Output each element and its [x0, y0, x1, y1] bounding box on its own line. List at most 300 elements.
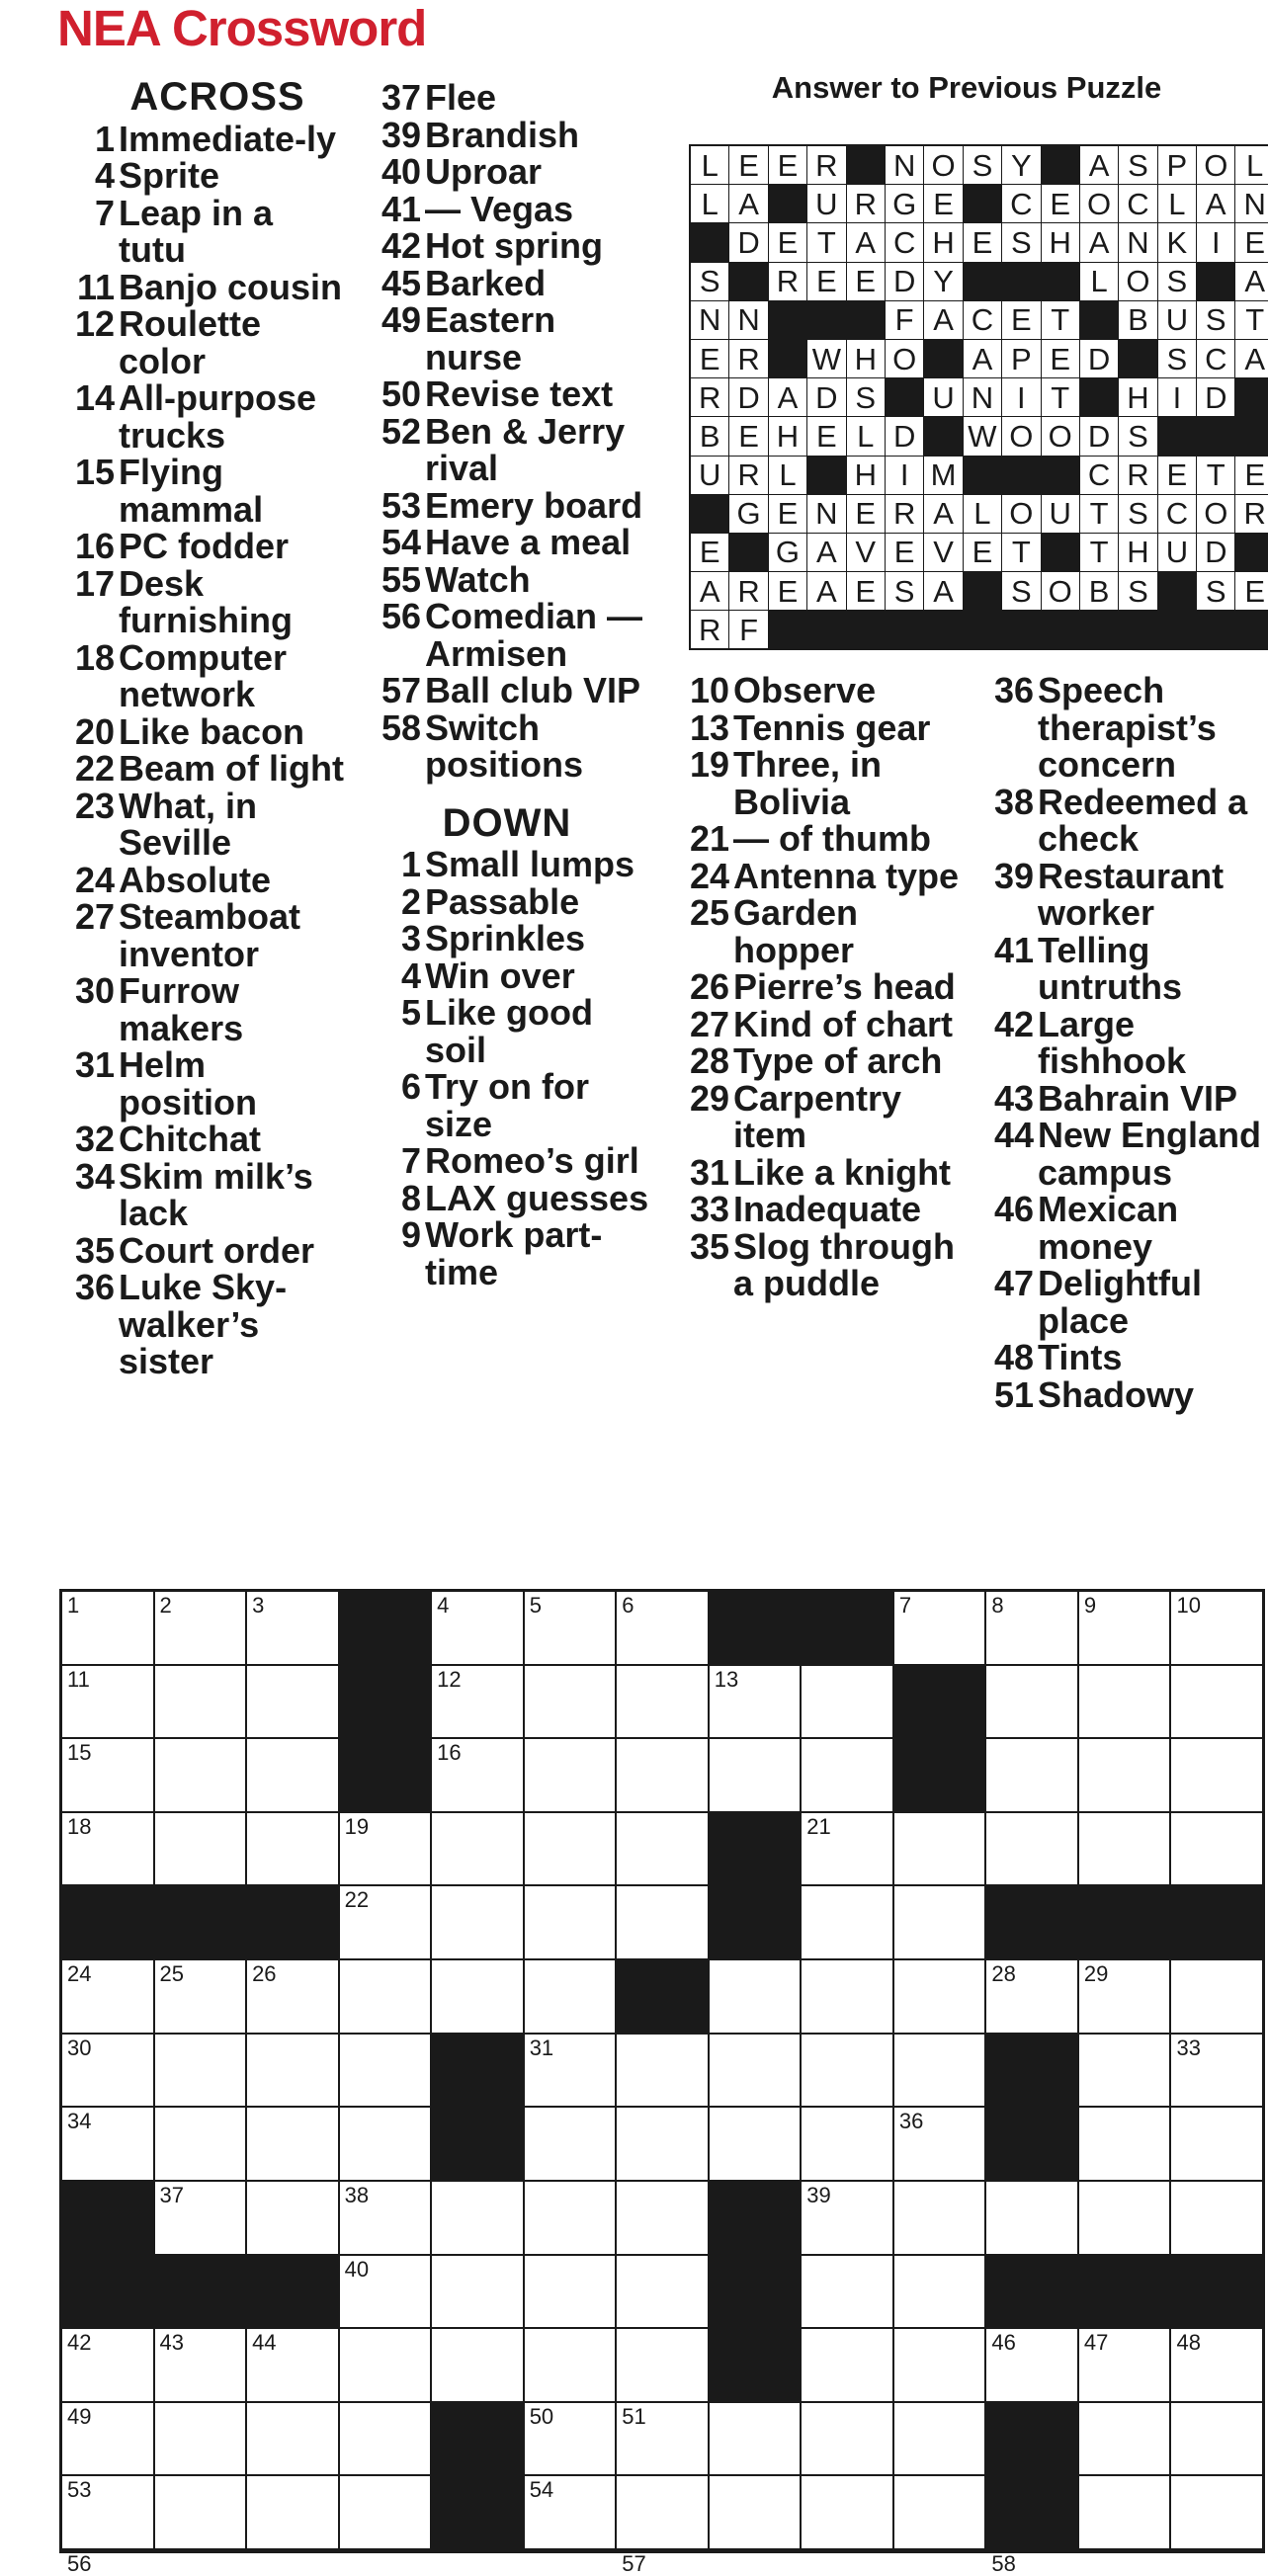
cell-number: 22	[344, 1887, 370, 1913]
grid-cell[interactable]	[894, 2403, 985, 2475]
black-square	[986, 2108, 1077, 2180]
grid-cell[interactable]	[1079, 1666, 1170, 1738]
grid-cell[interactable]	[617, 1666, 708, 1738]
grid-cell[interactable]	[1171, 2476, 1262, 2548]
grid-cell[interactable]	[432, 1739, 523, 1811]
grid-cell[interactable]	[710, 2108, 801, 2180]
down-clue-list	[364, 846, 650, 1290]
previous-answer-letter: E	[1235, 457, 1268, 494]
cell-number: 4	[437, 1593, 450, 1618]
grid-cell[interactable]	[1079, 2329, 1170, 2401]
grid-cell[interactable]	[1079, 2182, 1170, 2254]
clue-text: Redeemed a check	[1038, 781, 1248, 859]
grid-cell[interactable]	[1079, 2108, 1170, 2180]
grid-cell[interactable]	[247, 1666, 338, 1738]
grid-cell[interactable]	[802, 1666, 892, 1738]
grid-cell[interactable]	[525, 1666, 616, 1738]
previous-answer-letter: S	[1119, 572, 1156, 610]
grid-cell[interactable]	[247, 2403, 338, 2475]
grid-cell[interactable]	[802, 2108, 892, 2180]
grid-cell[interactable]	[247, 1739, 338, 1811]
grid-cell[interactable]	[1171, 1739, 1262, 1811]
grid-cell[interactable]	[247, 2329, 338, 2401]
grid-cell[interactable]	[525, 1739, 616, 1811]
clue-text: Leap in a tutu	[119, 192, 274, 270]
grid-cell[interactable]	[62, 2108, 153, 2180]
grid-cell[interactable]	[617, 1813, 708, 1885]
clue-number: 30	[74, 970, 115, 1011]
grid-cell[interactable]	[710, 2035, 801, 2107]
previous-answer-letter: C	[1119, 185, 1156, 222]
grid-cell[interactable]	[894, 1886, 985, 1958]
previous-answer-letter: S	[886, 572, 923, 610]
clue-down_col3-33	[672, 1191, 969, 1228]
grid-cell[interactable]	[62, 1592, 153, 1664]
grid-cell[interactable]	[710, 1960, 801, 2033]
clue-down_col2-2	[364, 880, 650, 922]
grid-cell[interactable]	[710, 2476, 801, 2548]
grid-cell[interactable]	[710, 1739, 801, 1811]
grid-cell[interactable]	[617, 2182, 708, 2254]
clue-number: 57	[380, 670, 421, 710]
clue-number: 21	[689, 818, 729, 859]
black-square	[710, 1886, 801, 1958]
grid-cell[interactable]	[525, 2329, 616, 2401]
clue-text: Speech therapist’s concern	[1038, 670, 1217, 785]
grid-cell[interactable]	[155, 2329, 246, 2401]
grid-cell[interactable]	[710, 2403, 801, 2475]
grid-cell[interactable]	[155, 1813, 246, 1885]
clue-down_col2-7	[364, 1142, 650, 1180]
previous-answer-letter: E	[886, 534, 923, 571]
grid-cell[interactable]	[1171, 2329, 1262, 2401]
clue-number: 36	[993, 670, 1034, 710]
black-square	[247, 1886, 338, 1958]
grid-cell[interactable]	[986, 1592, 1077, 1664]
grid-cell[interactable]	[617, 2108, 708, 2180]
previous-black-square	[1042, 263, 1079, 300]
grid-cell[interactable]	[1171, 2403, 1262, 2475]
grid-cell[interactable]	[247, 2182, 338, 2254]
grid-cell[interactable]	[62, 2403, 153, 2475]
grid-cell[interactable]	[802, 2476, 892, 2548]
cell-number: 50	[529, 2403, 554, 2429]
clue-across_col2-57	[364, 672, 650, 709]
grid-cell[interactable]	[986, 1960, 1077, 2033]
black-square	[432, 2403, 523, 2475]
grid-cell[interactable]	[432, 1886, 523, 1958]
grid-cell[interactable]	[525, 2035, 616, 2107]
clue-across_col2-49	[364, 301, 650, 375]
black-square	[62, 2182, 153, 2254]
cell-number: 6	[622, 1593, 634, 1618]
grid-cell[interactable]	[894, 2182, 985, 2254]
clue-down_col4-36	[976, 672, 1263, 784]
black-square	[155, 2256, 246, 2328]
grid-cell[interactable]	[1171, 1813, 1262, 1885]
previous-answer-letter: N	[807, 495, 845, 533]
clue-across_col1-22	[59, 750, 346, 788]
clue-down_col2-6	[364, 1068, 650, 1142]
grid-cell[interactable]	[155, 2035, 246, 2107]
clue-across_col1-15	[59, 454, 346, 528]
previous-answer-letter: R	[807, 146, 845, 184]
clue-text: Furrow makers	[119, 970, 244, 1048]
clue-text: Switch positions	[425, 706, 583, 785]
grid-cell[interactable]	[340, 2035, 431, 2107]
previous-answer-letter: U	[1158, 301, 1196, 339]
grid-cell[interactable]	[62, 1739, 153, 1811]
clue-down_col3-31	[672, 1151, 969, 1193]
previous-answer-letter: O	[886, 340, 923, 377]
grid-cell[interactable]	[894, 2256, 985, 2328]
grid-cell[interactable]	[247, 2035, 338, 2107]
previous-answer-letter: E	[847, 495, 885, 533]
grid-cell[interactable]	[155, 2182, 246, 2254]
grid-cell[interactable]	[340, 1960, 431, 2033]
grid-cell[interactable]	[340, 2403, 431, 2475]
previous-answer-letter: D	[1080, 340, 1118, 377]
cell-number: 28	[991, 1961, 1016, 1987]
grid-cell[interactable]	[1171, 2182, 1262, 2254]
grid-cell[interactable]	[617, 2403, 708, 2475]
grid-cell[interactable]	[432, 2182, 523, 2254]
down-clues-column-2	[672, 672, 969, 1302]
previous-answer-letter: E	[691, 534, 728, 571]
previous-answer-letter: E	[769, 223, 806, 261]
clue-text: Skim milk’s lack	[119, 1155, 313, 1233]
grid-cell[interactable]	[62, 2329, 153, 2401]
grid-cell[interactable]	[617, 2329, 708, 2401]
previous-answer-letter: U	[691, 457, 728, 494]
black-square	[155, 1886, 246, 1958]
clue-text: Uproar	[425, 151, 543, 192]
grid-cell[interactable]	[525, 1960, 616, 2033]
grid-cell[interactable]	[617, 1739, 708, 1811]
clue-text: Beam of light	[119, 748, 345, 789]
down-clues-column-3	[976, 672, 1263, 1413]
grid-cell[interactable]	[894, 1813, 985, 1885]
grid-cell[interactable]	[617, 1592, 708, 1664]
cell-number: 33	[1176, 2035, 1201, 2060]
cell-number: 21	[806, 1813, 831, 1839]
previous-answer-letter: H	[924, 223, 962, 261]
black-square	[710, 2329, 801, 2401]
cell-number: 2	[159, 1593, 172, 1618]
grid-cell[interactable]	[432, 1666, 523, 1738]
grid-cell[interactable]	[986, 1739, 1077, 1811]
previous-answer-letter: I	[1158, 378, 1196, 416]
previous-answer-letter: W	[807, 340, 845, 377]
grid-cell[interactable]	[986, 2329, 1077, 2401]
previous-answer-letter: E	[769, 146, 806, 184]
clue-text: Try on for size	[425, 1066, 590, 1144]
grid-cell[interactable]	[340, 2182, 431, 2254]
grid-cell[interactable]	[1079, 1960, 1170, 2033]
grid-cell[interactable]	[62, 1960, 153, 2033]
grid-cell[interactable]	[62, 1666, 153, 1738]
clue-text: Barked	[425, 262, 547, 303]
grid-cell[interactable]	[340, 2329, 431, 2401]
previous-answer-letter: E	[1042, 185, 1079, 222]
grid-cell[interactable]	[986, 2182, 1077, 2254]
grid-cell[interactable]	[802, 2329, 892, 2401]
previous-answer-letter: D	[886, 417, 923, 455]
previous-answer-letter: A	[1235, 340, 1268, 377]
previous-answer-letter: V	[847, 534, 885, 571]
grid-cell[interactable]	[525, 2256, 616, 2328]
grid-cell[interactable]	[802, 1960, 892, 2033]
grid-cell[interactable]	[1171, 1666, 1262, 1738]
black-square	[1079, 2256, 1170, 2328]
grid-cell[interactable]	[1079, 2476, 1170, 2548]
previous-answer-letter: E	[1158, 457, 1196, 494]
clue-down_col3-27	[672, 1003, 969, 1044]
grid-cell[interactable]	[802, 1739, 892, 1811]
grid-cell[interactable]	[62, 2035, 153, 2107]
previous-answer-letter: D	[1197, 534, 1234, 571]
grid-cell[interactable]	[1171, 1592, 1262, 1664]
grid-cell[interactable]	[155, 1592, 246, 1664]
previous-answer-letter: N	[886, 146, 923, 184]
cell-number: 49	[67, 2403, 92, 2429]
grid-cell[interactable]	[894, 2108, 985, 2180]
black-square	[432, 2476, 523, 2548]
grid-cell[interactable]	[802, 2403, 892, 2475]
black-square	[710, 1813, 801, 1885]
cell-number: 46	[991, 2330, 1016, 2356]
grid-cell[interactable]	[894, 1960, 985, 2033]
grid-cell[interactable]	[525, 2182, 616, 2254]
previous-answer-letter: T	[1042, 378, 1079, 416]
previous-black-square	[1002, 263, 1040, 300]
grid-cell[interactable]	[247, 2476, 338, 2548]
clue-number: 12	[74, 303, 115, 344]
crossword-grid[interactable]	[59, 1589, 1265, 2576]
grid-cell[interactable]	[340, 2108, 431, 2180]
grid-cell[interactable]	[1079, 2035, 1170, 2107]
black-square	[247, 2256, 338, 2328]
grid-cell[interactable]	[247, 1960, 338, 2033]
grid-cell[interactable]	[247, 1592, 338, 1664]
grid-cell[interactable]	[894, 2476, 985, 2548]
grid-cell[interactable]	[802, 2182, 892, 2254]
previous-answer-letter: P	[1158, 146, 1196, 184]
grid-cell[interactable]	[1079, 1592, 1170, 1664]
grid-cell[interactable]	[155, 1739, 246, 1811]
clue-text: PC fodder	[119, 526, 290, 566]
grid-cell[interactable]	[802, 1813, 892, 1885]
clue-text: Garden hopper	[733, 892, 859, 970]
previous-answer-letter: E	[729, 417, 767, 455]
grid-cell[interactable]	[340, 1813, 431, 1885]
cell-number: 8	[991, 1593, 1004, 1618]
clue-text: Three, in Bolivia	[733, 744, 883, 822]
grid-cell[interactable]	[432, 1813, 523, 1885]
clue-text: Inadequate	[733, 1189, 922, 1229]
grid-cell[interactable]	[432, 2256, 523, 2328]
cell-number: 24	[67, 1961, 92, 1987]
black-square	[986, 2256, 1077, 2328]
clue-number: 51	[993, 1373, 1034, 1415]
grid-cell[interactable]	[525, 1592, 616, 1664]
clue-down_col2-9	[364, 1216, 650, 1290]
grid-cell[interactable]	[986, 1813, 1077, 1885]
previous-black-square	[691, 495, 728, 533]
clue-number: 52	[380, 410, 421, 452]
grid-cell[interactable]	[894, 2329, 985, 2401]
cell-number: 40	[344, 2256, 370, 2282]
grid-cell[interactable]	[894, 2035, 985, 2107]
previous-answer-letter: R	[1235, 495, 1268, 533]
grid-cell[interactable]	[617, 1886, 708, 1958]
grid-cell[interactable]	[525, 1886, 616, 1958]
clue-down_col3-35	[672, 1225, 969, 1303]
grid-cell[interactable]	[802, 2256, 892, 2328]
clue-number: 8	[400, 1177, 421, 1218]
previous-answer-letter: C	[964, 301, 1001, 339]
grid-cell[interactable]	[155, 1960, 246, 2033]
previous-answer-letter: O	[924, 146, 962, 184]
previous-answer-letter: G	[729, 495, 767, 533]
clue-text: Large fishhook	[1038, 1003, 1186, 1081]
grid-cell[interactable]	[155, 2108, 246, 2180]
previous-answer-letter: S	[691, 263, 728, 300]
clue-across_col2-56	[364, 598, 650, 672]
clue-number: 55	[380, 558, 421, 600]
clue-text: Slog through a puddle	[733, 1225, 955, 1303]
previous-black-square	[964, 185, 1001, 222]
clue-number: 34	[74, 1155, 115, 1197]
previous-answer-letter: A	[924, 495, 962, 533]
cell-number: 30	[67, 2035, 92, 2060]
grid-cell[interactable]	[1171, 2035, 1262, 2107]
clue-number: 42	[380, 225, 421, 266]
clue-number: 15	[74, 452, 115, 492]
clue-down_col3-21	[672, 820, 969, 858]
previous-black-square	[769, 301, 806, 339]
grid-cell[interactable]	[1171, 2108, 1262, 2180]
grid-cell[interactable]	[432, 1592, 523, 1664]
grid-cell[interactable]	[155, 1666, 246, 1738]
previous-answer-letter: R	[729, 457, 767, 494]
grid-cell[interactable]	[525, 2476, 616, 2548]
previous-answer-letter: E	[807, 263, 845, 300]
clue-text: Bahrain VIP	[1038, 1077, 1238, 1119]
previous-black-square	[1119, 340, 1156, 377]
cell-number: 9	[1083, 1593, 1097, 1618]
grid-cell[interactable]	[1079, 1739, 1170, 1811]
previous-answer-letter: E	[1235, 223, 1268, 261]
grid-cell[interactable]	[247, 1813, 338, 1885]
previous-answer-letter: A	[1197, 185, 1234, 222]
cell-number: 37	[159, 2182, 185, 2207]
black-square	[710, 1592, 801, 1664]
grid-cell[interactable]	[986, 1666, 1077, 1738]
grid-cell[interactable]	[802, 2035, 892, 2107]
clue-number: 43	[993, 1077, 1034, 1119]
clue-number: 50	[380, 374, 421, 414]
grid-cell[interactable]	[62, 1813, 153, 1885]
clue-text: Emery board	[425, 484, 643, 526]
grid-cell[interactable]	[62, 2476, 153, 2548]
previous-answer-letter: R	[847, 185, 885, 222]
clue-text: Comedian — Armisen	[425, 596, 643, 674]
cell-number: 57	[622, 2551, 646, 2576]
grid-cell[interactable]	[432, 1960, 523, 2033]
previous-answer-letter: V	[924, 534, 962, 571]
grid-cell[interactable]	[1079, 2403, 1170, 2475]
previous-answer-letter: E	[807, 417, 845, 455]
previous-answer-letter: N	[964, 378, 1001, 416]
previous-answer-letter: C	[1080, 457, 1118, 494]
cell-number: 58	[991, 2551, 1016, 2576]
previous-answer-letter: E	[769, 572, 806, 610]
clue-text: Kind of chart	[733, 1003, 953, 1044]
previous-answer-letter: O	[1197, 495, 1234, 533]
grid-cell[interactable]	[525, 1813, 616, 1885]
previous-answer-letter: T	[1235, 301, 1268, 339]
grid-cell[interactable]	[155, 2403, 246, 2475]
grid-cell[interactable]	[617, 2476, 708, 2548]
grid-cell[interactable]	[525, 2403, 616, 2475]
grid-cell[interactable]	[432, 2329, 523, 2401]
grid-cell[interactable]	[1079, 1813, 1170, 1885]
cell-number: 42	[67, 2330, 92, 2356]
clue-number: 41	[993, 929, 1034, 970]
grid-cell[interactable]	[155, 2476, 246, 2548]
clue-across_col1-24	[59, 859, 346, 900]
grid-cell[interactable]	[617, 2256, 708, 2328]
grid-cell[interactable]	[894, 1592, 985, 1664]
clue-number: 16	[74, 526, 115, 566]
grid-cell[interactable]	[617, 2035, 708, 2107]
previous-answer-letter: F	[886, 301, 923, 339]
clue-down_col3-26	[672, 968, 969, 1006]
clue-number: 1	[94, 118, 115, 159]
previous-answer-letter: A	[1080, 146, 1118, 184]
across-clues-column	[59, 75, 346, 1381]
grid-cell[interactable]	[802, 1886, 892, 1958]
black-square	[1171, 2256, 1262, 2328]
clue-down_col4-43	[976, 1077, 1263, 1119]
black-square	[710, 2256, 801, 2328]
clue-across_col1-27	[59, 898, 346, 972]
previous-answer-letter: O	[1080, 185, 1118, 222]
grid-cell[interactable]	[1171, 1960, 1262, 2033]
previous-answer-letter: T	[1197, 457, 1234, 494]
previous-answer-letter: H	[847, 340, 885, 377]
clue-number: 44	[993, 1115, 1034, 1155]
previous-answer-letter: O	[1002, 495, 1040, 533]
grid-cell[interactable]	[340, 2476, 431, 2548]
previous-answer-letter: C	[1002, 185, 1040, 222]
clue-text: Have a meal	[425, 522, 632, 562]
grid-cell[interactable]	[340, 2256, 431, 2328]
clue-text: Antenna type	[733, 855, 960, 896]
grid-cell[interactable]	[710, 1666, 801, 1738]
clue-across_col2-37	[364, 79, 650, 117]
grid-cell[interactable]	[340, 1886, 431, 1958]
clue-number: 45	[380, 262, 421, 303]
clue-text: Romeo’s girl	[425, 1140, 639, 1181]
grid-cell[interactable]	[247, 2108, 338, 2180]
grid-cell[interactable]	[525, 2108, 616, 2180]
black-square	[894, 1666, 985, 1738]
previous-answer-letter: F	[729, 611, 767, 648]
clue-across_col2-55	[364, 558, 650, 600]
cell-number: 13	[714, 1666, 739, 1692]
